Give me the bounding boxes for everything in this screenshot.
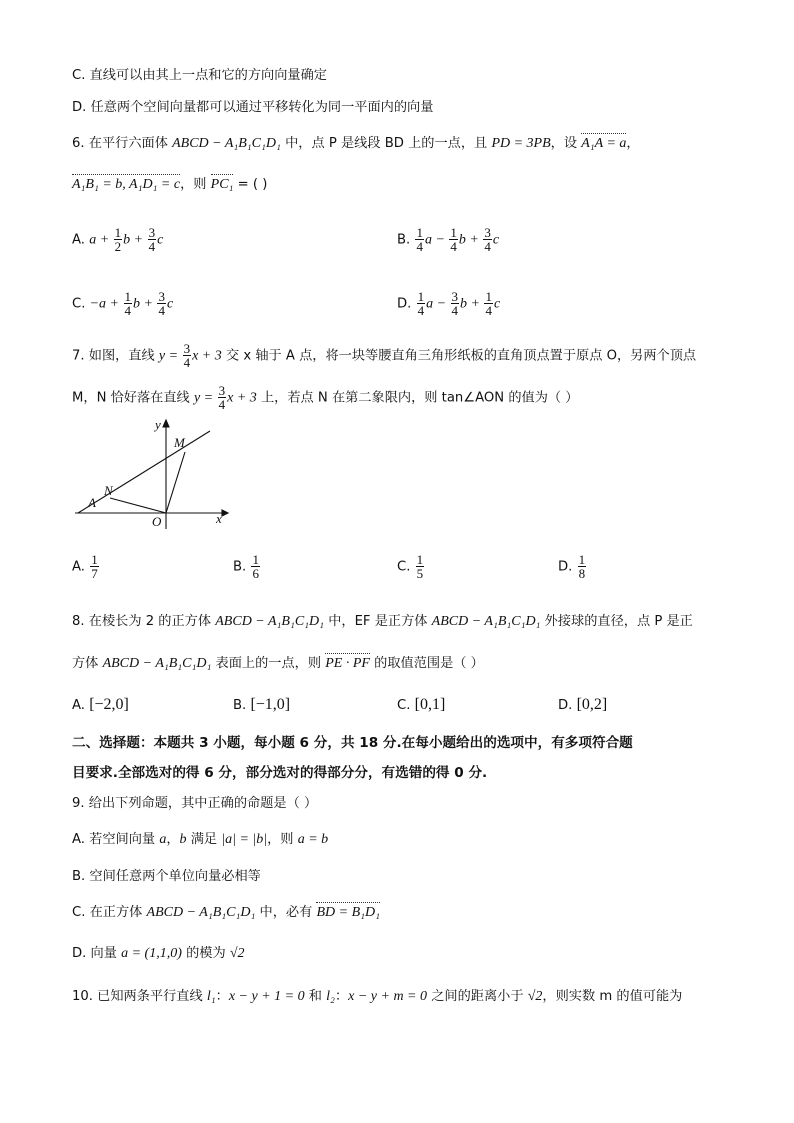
q6-stem-line2: A₁B₁ = b, A₁D₁ = c，则 PC₁ = ( ) [72,175,267,195]
q7-option-a[interactable]: A. $\frac{1}{7}$ [72,552,98,581]
q8-option-b[interactable]: B. [−1,0] [233,696,291,713]
q5-option-c: C. 直线可以由其上一点和它的方向向量确定 [72,68,327,83]
q7-option-d[interactable]: D. $\frac{1}{8}$ [558,552,586,581]
q6-option-b[interactable]: B. $\frac{1}{4}$ a − $\frac{1}{4}$ b + $\frac{3}{4}$ c [397,225,500,254]
q6-stem-line1: 6. 在平行六面体 ABCD − A₁B₁C₁D₁ 中，点 P 是线段 BD 上的一点，且 PD = 3PB，设 A₁A = a， [72,134,640,154]
q7-figure [70,415,235,533]
q6-option-d[interactable]: D. $\frac{1}{4}$ a − $\frac{3}{4}$ b + $\frac{1}{4}$ c [397,289,501,318]
q6-option-a[interactable]: A. a + $\frac{1}{2}$ b + $\frac{3}{4}$ c [72,225,164,254]
q10-stem: 10. 已知两条平行直线 l₁：x − y + 1 = 0 和 l₂：x − y + m = 0 之间的距离小于 √2，则实数 m 的值可能为 [72,989,683,1004]
label-m: M [174,435,185,450]
q7-stem-line2: M，N 恰好落在直线 y = $\frac{3}{4}$ x + 3 上，若点 N 在第二象限内，则 tan∠AON 的值为（ ） [72,383,579,412]
q9-option-c[interactable]: C. 在正方体 ABCD − A₁B₁C₁D₁ 中，必有 BD = B₁D₁ [72,903,380,923]
q9-option-a[interactable]: A. 若空间向量 a，b 满足 |a| = |b|，则 a = b [72,832,329,847]
q5-option-d: D. 任意两个空间向量都可以通过平移转化为同一平面内的向量 [72,100,434,115]
label-x: x [216,511,222,526]
x-axis-arrow [222,510,228,516]
q7-option-c[interactable]: C. $\frac{1}{5}$ [397,552,424,581]
q6-option-c[interactable]: C. −a + $\frac{1}{4}$ b + $\frac{3}{4}$ c [72,289,174,318]
q9-option-d[interactable]: D. 向量 a = (1,1,0) 的模为 √2 [72,946,245,961]
line-ab [78,431,210,513]
section2-header-line2: 目要求.全部选对的得 6 分，部分选对的得部分分，有选错的得 0 分. [72,765,488,781]
q8-option-c[interactable]: C. [0,1] [397,696,446,713]
segment-on [110,498,166,513]
q7-option-b[interactable]: B. $\frac{1}{6}$ [233,552,259,581]
q8-stem-line2: 方体 ABCD − A₁B₁C₁D₁ 表面上的一点，则 PE · PF 的取值范围是（ ） [72,654,484,674]
segment-om [166,452,185,513]
label-o: O [152,514,162,529]
label-y: y [155,417,161,432]
q7-stem-line1: 7. 如图，直线 y = $\frac{3}{4}$ x + 3 交 x 轴于 A 点，将一块等腰直角三角形纸板的直角顶点置于原点 O，另两个顶点 [72,341,697,370]
q9-option-b[interactable]: B. 空间任意两个单位向量必相等 [72,869,261,884]
q8-stem-line1: 8. 在棱长为 2 的正方体 ABCD − A₁B₁C₁D₁ 中，EF 是正方体 ABCD − A₁B₁C₁D₁ 外接球的直径，点 P 是正 [72,614,693,629]
q8-option-d[interactable]: D. [0,2] [558,696,608,713]
y-axis-arrow [163,420,169,427]
label-a: A [88,495,96,510]
label-n: N [104,483,113,498]
q9-stem: 9. 给出下列命题，其中正确的命题是（ ） [72,796,318,811]
q8-option-a[interactable]: A. [−2,0] [72,696,129,713]
section2-header-line1: 二、选择题：本题共 3 小题，每小题 6 分，共 18 分.在每小题给出的选项中，有多项符合题 [72,735,633,751]
